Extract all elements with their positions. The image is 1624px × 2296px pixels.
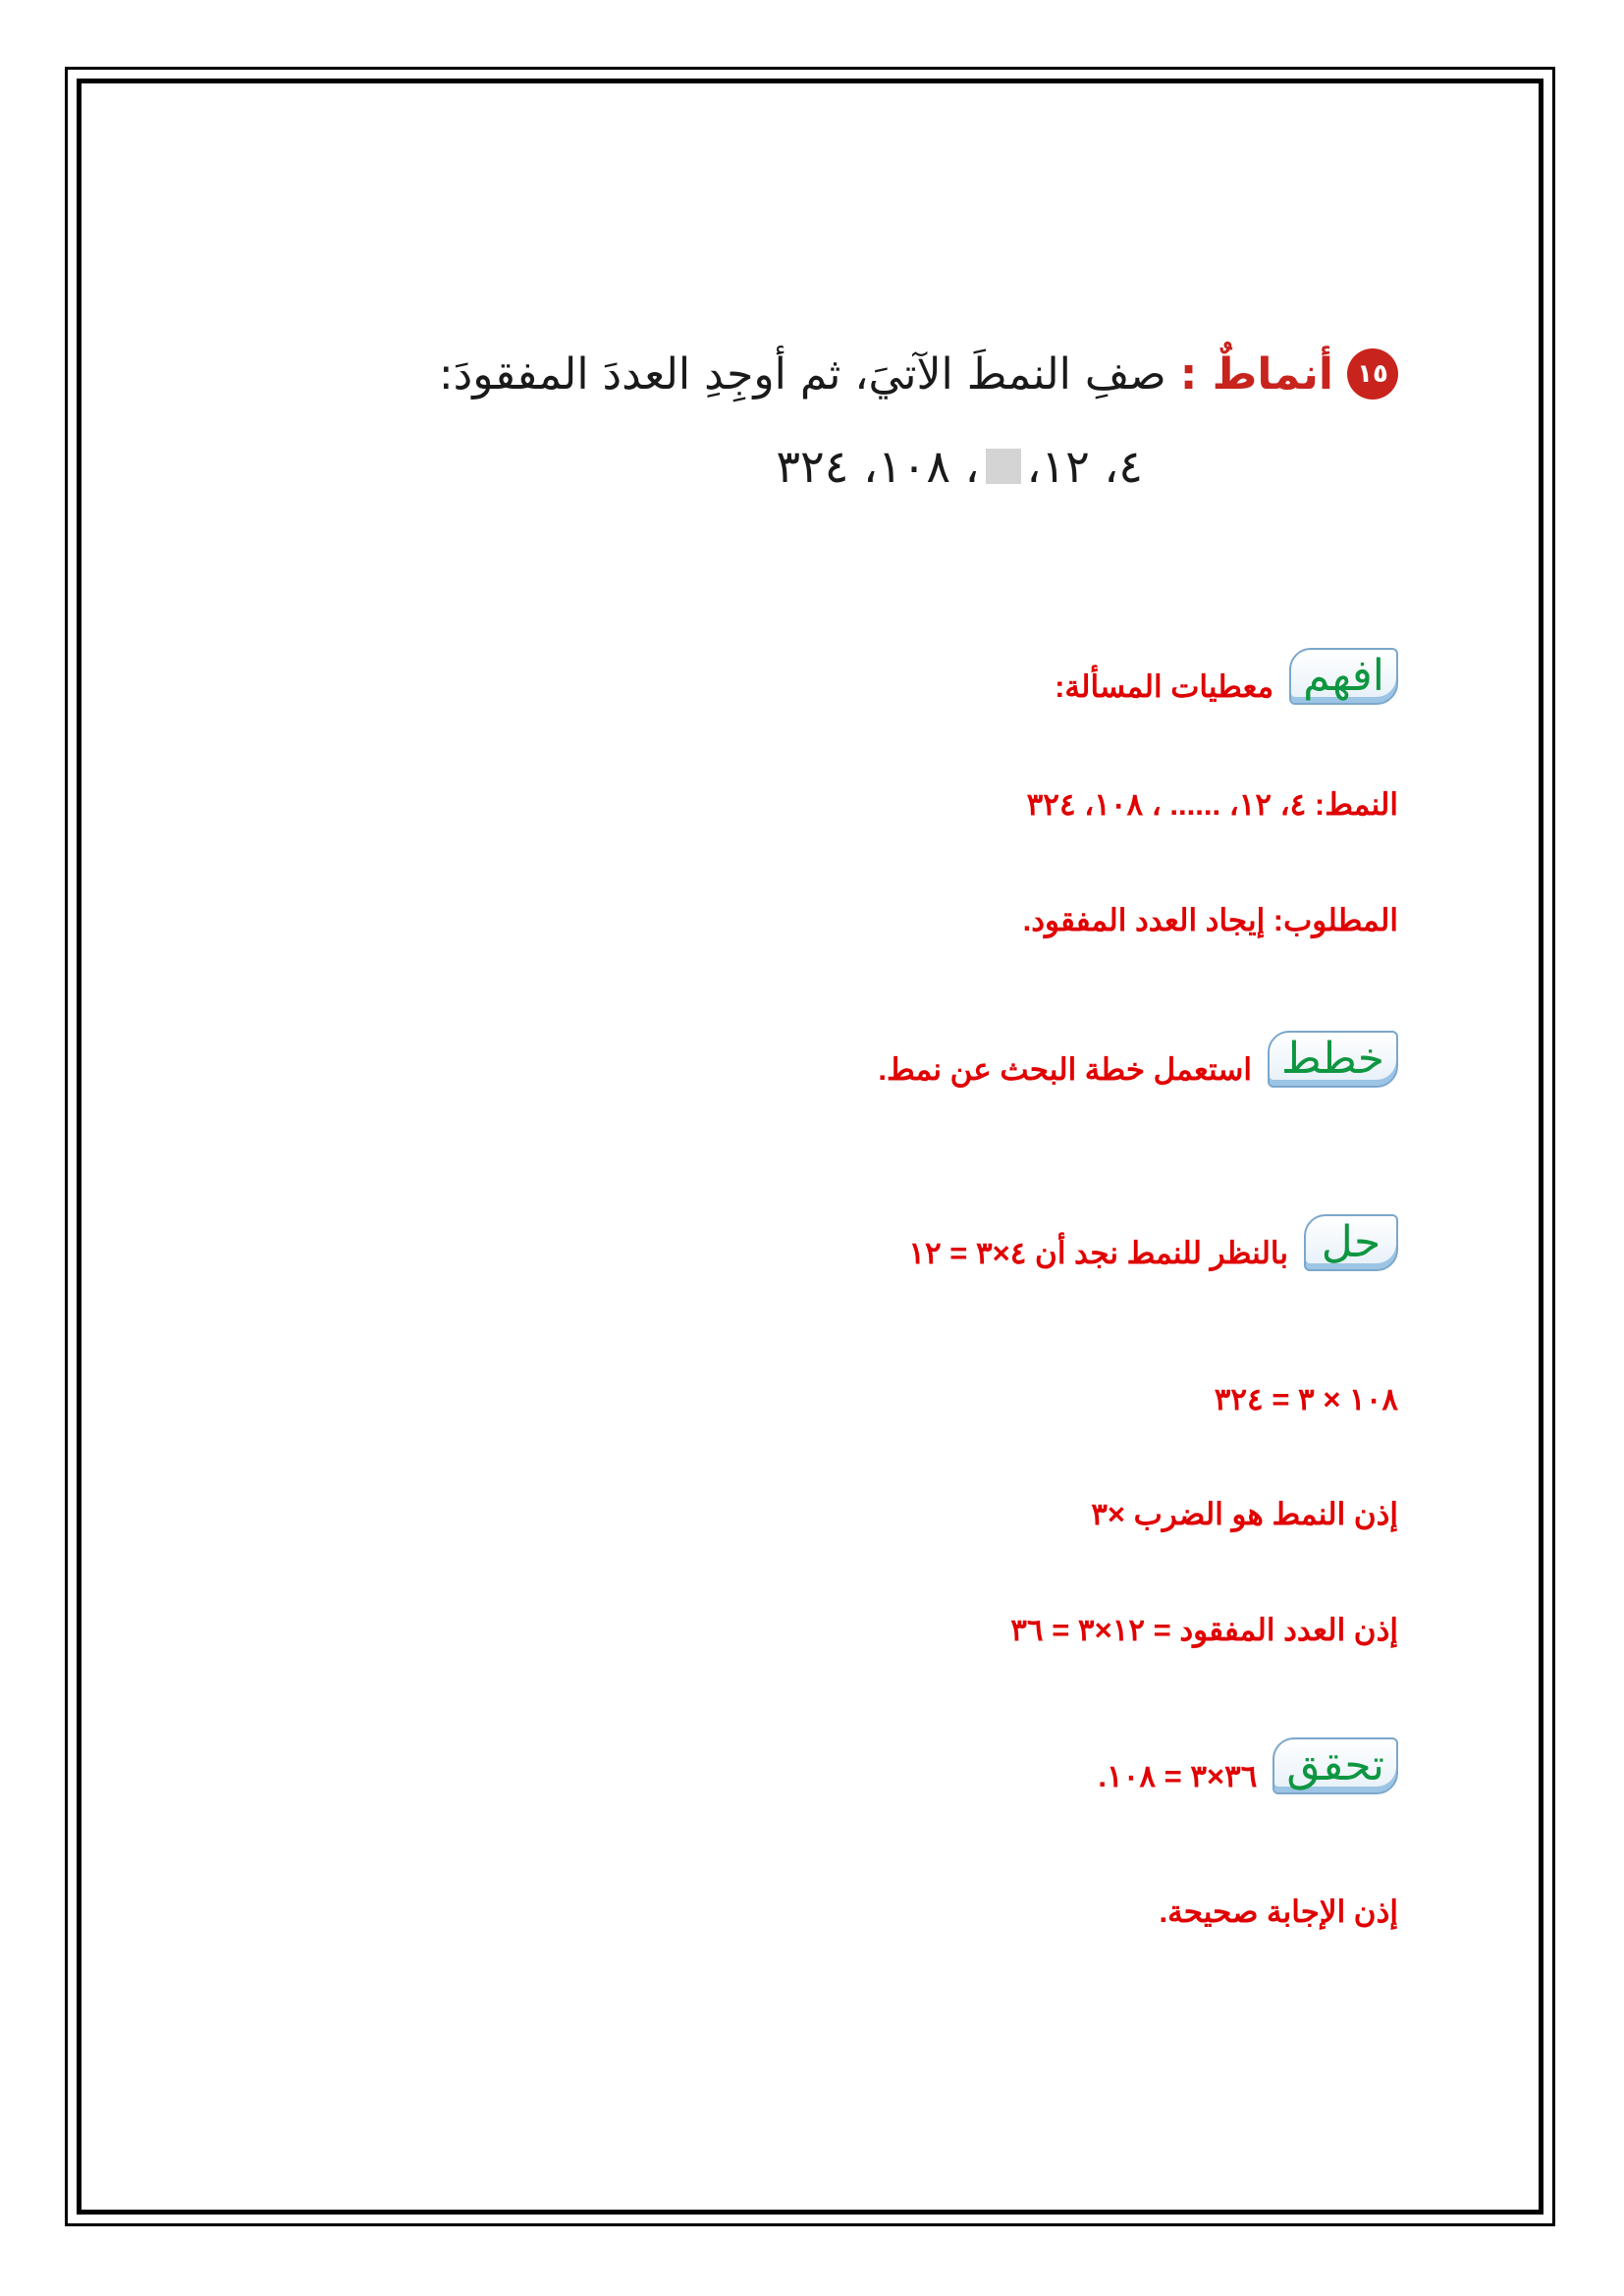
sequence-start: ٤، ١٢، (1026, 440, 1143, 493)
check-section (1098, 1737, 1398, 1794)
plan-section (878, 1031, 1398, 1088)
solve-section (908, 1214, 1398, 1271)
solve-badge: حل (1304, 1214, 1398, 1271)
sequence-end: ، ١٠٨، ٣٢٤ (776, 440, 980, 493)
understand-badge: افهم (1289, 648, 1398, 705)
missing-number-box (986, 449, 1021, 484)
solve-line-3: إذن النمط هو الضرب ×٣ (1091, 1497, 1398, 1531)
check-badge: تحقق (1272, 1737, 1398, 1794)
sequence-row (776, 440, 1143, 493)
question-label: أنماطٌ : (1179, 348, 1333, 400)
plan-badge: خطط (1268, 1031, 1398, 1088)
check-line-2: إذن الإجابة صحيحة. (1159, 1895, 1398, 1929)
check-line-1: ٣٦×٣ = ١٠٨. (1098, 1759, 1258, 1793)
understand-section-header (1055, 648, 1398, 705)
solve-line-2: ١٠٨ × ٣ = ٣٢٤ (1214, 1382, 1398, 1416)
question-row (439, 348, 1398, 400)
question-number-badge: ١٥ (1347, 348, 1398, 400)
pattern-line: النمط: ٤، ١٢، ...... ، ١٠٨، ٣٢٤ (1026, 787, 1398, 822)
solve-line-1: بالنظر للنمط نجد أن ٤×٣ = ١٢ (908, 1236, 1288, 1270)
understand-heading: معطيات المسألة: (1055, 669, 1274, 704)
solve-line-4: إذن العدد المفقود = ١٢×٣ = ٣٦ (1010, 1613, 1398, 1647)
question-text: صفِ النمطَ الآتيَ، ثم أوجِدِ العددَ المفقودَ: (438, 348, 1166, 400)
plan-text: استعمل خطة البحث عن نمط. (878, 1052, 1252, 1087)
required-line: المطلوب: إيجاد العدد المفقود. (1022, 903, 1398, 937)
